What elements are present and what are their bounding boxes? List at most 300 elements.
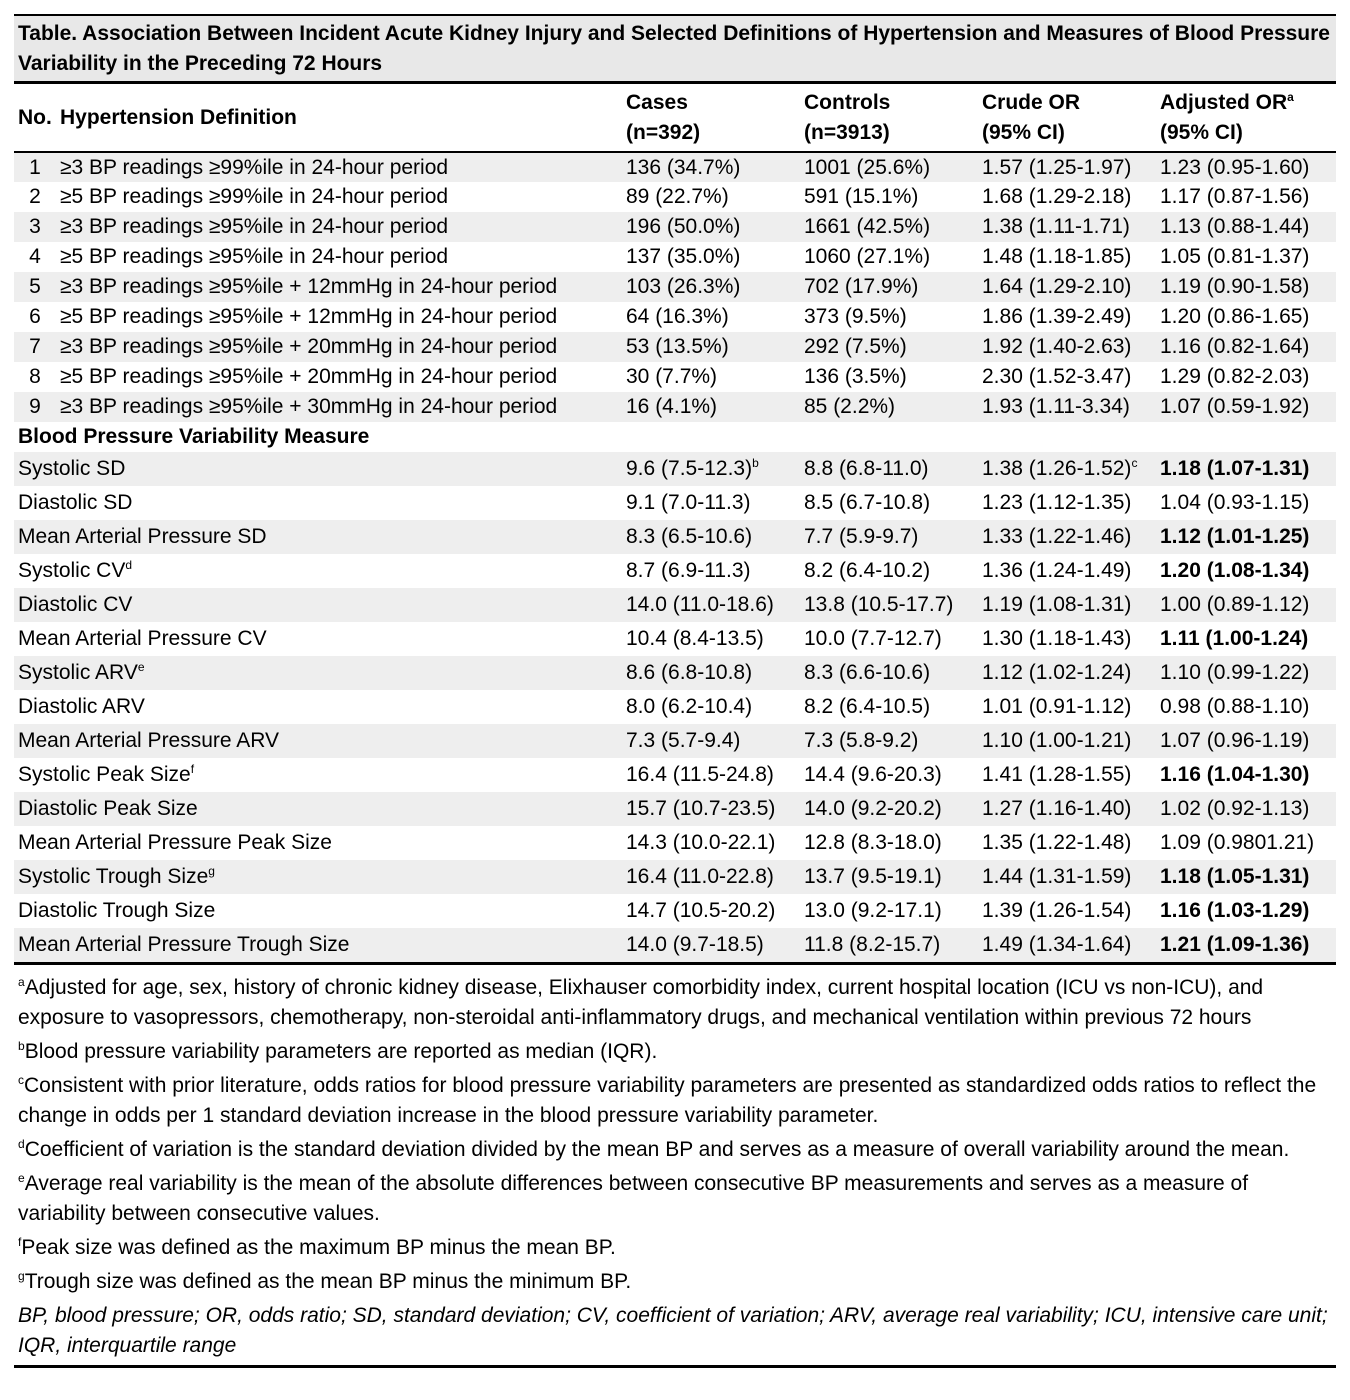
controls-value bbox=[800, 792, 978, 826]
cases-value-text: 15.7 (10.7-23.5) bbox=[626, 797, 776, 820]
cases-value-text: 103 (26.3%) bbox=[626, 275, 741, 298]
controls-value bbox=[800, 392, 978, 422]
header-definition: Hypertension Definition bbox=[60, 106, 297, 129]
bpv-measure bbox=[14, 758, 622, 792]
cases-value bbox=[622, 656, 800, 690]
footnotes bbox=[14, 962, 1336, 1368]
header-controls bbox=[800, 84, 978, 152]
adjusted-or-value bbox=[1156, 588, 1336, 622]
table-row bbox=[14, 588, 1336, 622]
footnote-text: Peak size was defined as the maximum BP minus the mean BP. bbox=[21, 1236, 616, 1259]
table-row bbox=[14, 690, 1336, 724]
crude-or-value-text: 1.12 (1.02-1.24) bbox=[982, 661, 1132, 684]
footnote-text: Blood pressure variability parameters are reported as median (IQR). bbox=[24, 1040, 658, 1063]
bpv-measure-footnote-mark: g bbox=[208, 864, 215, 878]
controls-value bbox=[800, 332, 978, 362]
bpv-measure bbox=[14, 656, 622, 690]
crude-or-value-text: 2.30 (1.52-3.47) bbox=[982, 365, 1132, 388]
row-number bbox=[14, 332, 56, 362]
hypertension-definition bbox=[56, 332, 622, 362]
table-row bbox=[14, 272, 1336, 302]
table-row bbox=[14, 656, 1336, 690]
header-crude-or bbox=[978, 84, 1156, 152]
adjusted-or-value-text: 1.23 (0.95-1.60) bbox=[1160, 155, 1310, 179]
crude-or-value-footnote-mark: c bbox=[1131, 456, 1138, 470]
crude-or-value bbox=[978, 928, 1156, 962]
crude-or-value-text: 1.38 (1.26-1.52) bbox=[982, 457, 1132, 480]
cases-value bbox=[622, 928, 800, 962]
crude-or-value-text: 1.86 (1.39-2.49) bbox=[982, 305, 1132, 328]
cases-value bbox=[622, 860, 800, 894]
adjusted-or-value-text: 1.07 (0.59-1.92) bbox=[1160, 395, 1310, 418]
controls-value bbox=[800, 182, 978, 212]
adjusted-or-value-text: 1.05 (0.81-1.37) bbox=[1160, 245, 1310, 268]
header-adjusted-or bbox=[1156, 84, 1336, 152]
cases-value-text: 16.4 (11.5-24.8) bbox=[626, 763, 774, 786]
hypertension-definition bbox=[56, 362, 622, 392]
crude-or-value bbox=[978, 622, 1156, 656]
cases-value bbox=[622, 152, 800, 182]
cases-value-text: 53 (13.5%) bbox=[626, 335, 729, 358]
adjusted-or-value bbox=[1156, 656, 1336, 690]
row-number-text: 5 bbox=[29, 275, 41, 298]
crude-or-value bbox=[978, 332, 1156, 362]
table-row bbox=[14, 212, 1336, 242]
crude-or-value bbox=[978, 554, 1156, 588]
adjusted-or-value bbox=[1156, 826, 1336, 860]
cases-value-text: 16.4 (11.0-22.8) bbox=[626, 865, 774, 888]
hypertension-definition bbox=[56, 302, 622, 332]
results-table bbox=[14, 84, 1336, 962]
adjusted-or-value-text: 1.18 (1.05-1.31) bbox=[1160, 865, 1310, 888]
adjusted-or-value bbox=[1156, 332, 1336, 362]
row-number bbox=[14, 302, 56, 332]
row-number-text: 3 bbox=[29, 215, 41, 238]
crude-or-value bbox=[978, 690, 1156, 724]
cases-value-text: 89 (22.7%) bbox=[626, 185, 729, 208]
crude-or-value-text: 1.41 (1.28-1.55) bbox=[982, 763, 1132, 786]
table-row bbox=[14, 362, 1336, 392]
abbreviations-note: BP, blood pressure; OR, odds ratio; SD, standard deviation; CV, coefficient of variation; ARV, average real variability; ICU, intensive care unit; IQR, interquartile range bbox=[18, 1304, 1328, 1357]
controls-value bbox=[800, 690, 978, 724]
header-controls-n: (n=3913) bbox=[804, 121, 890, 144]
header-crude-label: Crude OR bbox=[982, 91, 1081, 114]
bpv-measure-text: Mean Arterial Pressure ARV bbox=[18, 729, 280, 752]
bpv-measure bbox=[14, 792, 622, 826]
controls-value-text: 13.0 (9.2-17.1) bbox=[804, 899, 942, 922]
hypertension-definition-text: ≥5 BP readings ≥95%ile + 20mmHg in 24-hour period bbox=[60, 365, 558, 388]
row-number-text: 2 bbox=[29, 185, 41, 208]
crude-or-value bbox=[978, 242, 1156, 272]
header-cases-n: (n=392) bbox=[626, 121, 701, 144]
cases-value-text: 136 (34.7%) bbox=[626, 155, 741, 179]
footnote-text: Coefficient of variation is the standard deviation divided by the mean BP and serves as a measure of overall variability around the mean. bbox=[24, 1138, 1290, 1161]
bpv-measure bbox=[14, 520, 622, 554]
cases-value bbox=[622, 452, 800, 486]
table-row bbox=[14, 182, 1336, 212]
bpv-section-label: Blood Pressure Variability Measure bbox=[18, 425, 370, 448]
hypertension-definition bbox=[56, 272, 622, 302]
footnote-mark: e bbox=[18, 1171, 25, 1185]
table-row bbox=[14, 928, 1336, 962]
table-row bbox=[14, 860, 1336, 894]
crude-or-value-text: 1.48 (1.18-1.85) bbox=[982, 245, 1132, 268]
footnote-list bbox=[18, 973, 1332, 1297]
crude-or-value bbox=[978, 212, 1156, 242]
footnote bbox=[18, 1037, 1332, 1067]
adjusted-or-value-text: 1.16 (1.03-1.29) bbox=[1160, 899, 1310, 922]
cases-value-text: 14.3 (10.0-22.1) bbox=[626, 831, 776, 854]
footnote-mark: c bbox=[18, 1073, 24, 1087]
cases-value bbox=[622, 272, 800, 302]
controls-value-text: 10.0 (7.7-12.7) bbox=[804, 627, 942, 650]
adjusted-or-value-text: 1.00 (0.89-1.12) bbox=[1160, 593, 1310, 616]
adjusted-or-value-text: 1.04 (0.93-1.15) bbox=[1160, 491, 1310, 514]
crude-or-value bbox=[978, 792, 1156, 826]
adjusted-or-value-text: 1.16 (1.04-1.30) bbox=[1160, 763, 1310, 786]
cases-value bbox=[622, 242, 800, 272]
cases-value bbox=[622, 724, 800, 758]
footnote-text: Average real variability is the mean of the absolute differences between consecutive BP measurements and serves as a measure of variability between consecutive values. bbox=[18, 1172, 1249, 1225]
adjusted-or-value-text: 1.20 (1.08-1.34) bbox=[1160, 559, 1310, 582]
bpv-measure bbox=[14, 588, 622, 622]
crude-or-value bbox=[978, 656, 1156, 690]
cases-value-text: 14.0 (9.7-18.5) bbox=[626, 933, 764, 956]
crude-or-value bbox=[978, 520, 1156, 554]
controls-value-text: 7.7 (5.9-9.7) bbox=[804, 525, 919, 548]
cases-value bbox=[622, 302, 800, 332]
adjusted-or-value bbox=[1156, 182, 1336, 212]
controls-value bbox=[800, 758, 978, 792]
adjusted-or-value bbox=[1156, 362, 1336, 392]
cases-value bbox=[622, 690, 800, 724]
adjusted-or-value bbox=[1156, 554, 1336, 588]
bpv-measure bbox=[14, 486, 622, 520]
hypertension-definition-text: ≥5 BP readings ≥95%ile in 24-hour period bbox=[60, 245, 449, 268]
crude-or-value bbox=[978, 272, 1156, 302]
controls-value bbox=[800, 860, 978, 894]
crude-or-value-text: 1.68 (1.29-2.18) bbox=[982, 185, 1132, 208]
bpv-measure bbox=[14, 928, 622, 962]
crude-or-value bbox=[978, 826, 1156, 860]
table-document bbox=[14, 0, 1336, 1368]
crude-or-value-text: 1.33 (1.22-1.46) bbox=[982, 525, 1132, 548]
crude-or-value-text: 1.35 (1.22-1.48) bbox=[982, 831, 1132, 854]
table-row bbox=[14, 792, 1336, 826]
header-cases bbox=[622, 84, 800, 152]
adjusted-or-value bbox=[1156, 622, 1336, 656]
table-body bbox=[14, 152, 1336, 962]
footnote bbox=[18, 1071, 1332, 1131]
row-number bbox=[14, 182, 56, 212]
footnote-mark: d bbox=[18, 1137, 25, 1151]
header-adjusted-sup: a bbox=[1287, 90, 1294, 104]
table-row bbox=[14, 520, 1336, 554]
cases-value-text: 9.6 (7.5-12.3) bbox=[626, 457, 753, 480]
crude-or-value-text: 1.23 (1.12-1.35) bbox=[982, 491, 1132, 514]
adjusted-or-value-text: 0.98 (0.88-1.10) bbox=[1160, 695, 1310, 718]
adjusted-or-value-text: 1.17 (0.87-1.56) bbox=[1160, 185, 1310, 208]
adjusted-or-value bbox=[1156, 724, 1336, 758]
hypertension-definition bbox=[56, 392, 622, 422]
cases-value-text: 196 (50.0%) bbox=[626, 215, 741, 238]
table-row bbox=[14, 826, 1336, 860]
adjusted-or-value-text: 1.13 (0.88-1.44) bbox=[1160, 215, 1310, 238]
cases-value-text: 10.4 (8.4-13.5) bbox=[626, 627, 764, 650]
bpv-measure bbox=[14, 826, 622, 860]
cases-value bbox=[622, 894, 800, 928]
crude-or-value bbox=[978, 362, 1156, 392]
adjusted-or-value bbox=[1156, 212, 1336, 242]
table-row bbox=[14, 242, 1336, 272]
table-header bbox=[14, 84, 1336, 152]
row-number bbox=[14, 242, 56, 272]
cases-value bbox=[622, 520, 800, 554]
bpv-measure-text: Systolic Trough Size bbox=[18, 865, 209, 888]
controls-value-text: 1001 (25.6%) bbox=[804, 155, 931, 179]
crude-or-value bbox=[978, 724, 1156, 758]
bpv-measure-footnote-mark: f bbox=[190, 762, 195, 776]
bpv-measure-text: Systolic SD bbox=[18, 457, 126, 480]
cases-value bbox=[622, 554, 800, 588]
cases-value bbox=[622, 758, 800, 792]
controls-value bbox=[800, 152, 978, 182]
crude-or-value bbox=[978, 452, 1156, 486]
adjusted-or-value-text: 1.29 (0.82-2.03) bbox=[1160, 365, 1310, 388]
controls-value bbox=[800, 588, 978, 622]
table-row bbox=[14, 724, 1336, 758]
hypertension-definition bbox=[56, 242, 622, 272]
bpv-measure-text: Mean Arterial Pressure Trough Size bbox=[18, 933, 350, 956]
crude-or-value bbox=[978, 860, 1156, 894]
bpv-measure-text: Diastolic Trough Size bbox=[18, 899, 216, 922]
bpv-measure-text: Diastolic CV bbox=[18, 593, 133, 616]
controls-value-text: 85 (2.2%) bbox=[804, 395, 896, 418]
controls-value-text: 14.0 (9.2-20.2) bbox=[804, 797, 942, 820]
header-crude-ci: (95% CI) bbox=[982, 121, 1065, 144]
table-row bbox=[14, 152, 1336, 182]
adjusted-or-value bbox=[1156, 302, 1336, 332]
hypertension-definition bbox=[56, 152, 622, 182]
bpv-measure-text: Diastolic ARV bbox=[18, 695, 145, 718]
crude-or-value-text: 1.57 (1.25-1.97) bbox=[982, 155, 1132, 179]
crude-or-value bbox=[978, 152, 1156, 182]
cases-value bbox=[622, 332, 800, 362]
adjusted-or-value-text: 1.02 (0.92-1.13) bbox=[1160, 797, 1310, 820]
adjusted-or-value bbox=[1156, 928, 1336, 962]
header-cases-label: Cases bbox=[626, 91, 688, 114]
controls-value bbox=[800, 724, 978, 758]
bpv-measure-text: Mean Arterial Pressure SD bbox=[18, 525, 267, 548]
bpv-measure-footnote-mark: d bbox=[125, 558, 133, 572]
row-number bbox=[14, 212, 56, 242]
footnote bbox=[18, 1135, 1332, 1165]
footnote-mark: f bbox=[18, 1235, 22, 1249]
controls-value bbox=[800, 622, 978, 656]
bpv-measure-text: Systolic Peak Size bbox=[18, 763, 191, 786]
cases-value-text: 7.3 (5.7-9.4) bbox=[626, 729, 741, 752]
footnote-text: Adjusted for age, sex, history of chronic kidney disease, Elixhauser comorbidity index, current hospital location (ICU vs non-ICU), and exposure to vasopressors, chemotherapy, non-steroidal anti-inflammatory drugs, and mechanical ventilation within previous 72 hours bbox=[18, 976, 1264, 1029]
controls-value-text: 13.7 (9.5-19.1) bbox=[804, 865, 942, 888]
cases-value-text: 30 (7.7%) bbox=[626, 365, 718, 388]
table-row bbox=[14, 452, 1336, 486]
adjusted-or-value-text: 1.07 (0.96-1.19) bbox=[1160, 729, 1310, 752]
cases-value-text: 8.3 (6.5-10.6) bbox=[626, 525, 753, 548]
cases-value-text: 16 (4.1%) bbox=[626, 395, 718, 418]
bpv-measure bbox=[14, 724, 622, 758]
row-number-text: 8 bbox=[29, 365, 41, 388]
hypertension-definition-text: ≥3 BP readings ≥95%ile in 24-hour period bbox=[60, 215, 449, 238]
table-row bbox=[14, 332, 1336, 362]
controls-value bbox=[800, 928, 978, 962]
controls-value bbox=[800, 826, 978, 860]
cases-value-footnote-mark: b bbox=[752, 456, 759, 470]
bpv-measure-text: Systolic ARV bbox=[18, 661, 138, 684]
crude-or-value bbox=[978, 392, 1156, 422]
row-number-text: 9 bbox=[29, 395, 41, 418]
footnote-mark: b bbox=[18, 1039, 25, 1053]
table-row bbox=[14, 486, 1336, 520]
controls-value-text: 12.8 (8.3-18.0) bbox=[804, 831, 942, 854]
bpv-measure bbox=[14, 690, 622, 724]
controls-value-text: 8.2 (6.4-10.5) bbox=[804, 695, 931, 718]
controls-value-text: 7.3 (5.8-9.2) bbox=[804, 729, 919, 752]
controls-value-text: 8.2 (6.4-10.2) bbox=[804, 559, 931, 582]
table-row bbox=[14, 758, 1336, 792]
cases-value bbox=[622, 588, 800, 622]
crude-or-value bbox=[978, 182, 1156, 212]
controls-value bbox=[800, 452, 978, 486]
controls-value-text: 1661 (42.5%) bbox=[804, 215, 931, 238]
adjusted-or-value bbox=[1156, 152, 1336, 182]
footnote bbox=[18, 1267, 1332, 1297]
cases-value bbox=[622, 362, 800, 392]
controls-value-text: 14.4 (9.6-20.3) bbox=[804, 763, 942, 786]
footnote bbox=[18, 973, 1332, 1033]
header-no: No. bbox=[18, 106, 52, 129]
crude-or-value-text: 1.10 (1.00-1.21) bbox=[982, 729, 1132, 752]
cases-value bbox=[622, 792, 800, 826]
crude-or-value-text: 1.30 (1.18-1.43) bbox=[982, 627, 1132, 650]
controls-value-text: 292 (7.5%) bbox=[804, 335, 907, 358]
footnote bbox=[18, 1233, 1332, 1263]
controls-value bbox=[800, 272, 978, 302]
cases-value bbox=[622, 486, 800, 520]
cases-value bbox=[622, 622, 800, 656]
section-header-row bbox=[14, 422, 1336, 452]
controls-value-text: 8.8 (6.8-11.0) bbox=[804, 457, 929, 480]
bpv-measure bbox=[14, 452, 622, 486]
header-adjusted-ci: (95% CI) bbox=[1160, 121, 1243, 144]
adjusted-or-value bbox=[1156, 894, 1336, 928]
adjusted-or-value-text: 1.19 (0.90-1.58) bbox=[1160, 275, 1310, 298]
adjusted-or-value-text: 1.20 (0.86-1.65) bbox=[1160, 305, 1310, 328]
bpv-measure bbox=[14, 894, 622, 928]
adjusted-or-value bbox=[1156, 690, 1336, 724]
cases-value-text: 14.0 (11.0-18.6) bbox=[626, 593, 774, 616]
crude-or-value-text: 1.19 (1.08-1.31) bbox=[982, 593, 1132, 616]
controls-value-text: 702 (17.9%) bbox=[804, 275, 919, 298]
cases-value-text: 8.6 (6.8-10.8) bbox=[626, 661, 753, 684]
crude-or-value bbox=[978, 588, 1156, 622]
crude-or-value bbox=[978, 302, 1156, 332]
row-number-text: 1 bbox=[29, 155, 41, 179]
adjusted-or-value-text: 1.11 (1.00-1.24) bbox=[1160, 627, 1309, 650]
adjusted-or-value bbox=[1156, 242, 1336, 272]
table-row bbox=[14, 302, 1336, 332]
crude-or-value bbox=[978, 758, 1156, 792]
bpv-measure bbox=[14, 622, 622, 656]
adjusted-or-value bbox=[1156, 792, 1336, 826]
row-number bbox=[14, 152, 56, 182]
controls-value-text: 591 (15.1%) bbox=[804, 185, 919, 208]
footnote-text: Consistent with prior literature, odds ratios for blood pressure variability parameters are presented as standardized odds ratios to reflect the change in odds per 1 standard deviation increase in the blood pressure variability parameter. bbox=[18, 1074, 1317, 1127]
controls-value bbox=[800, 242, 978, 272]
crude-or-value-text: 1.27 (1.16-1.40) bbox=[982, 797, 1132, 820]
hypertension-definition-text: ≥5 BP readings ≥95%ile + 12mmHg in 24-hour period bbox=[60, 305, 558, 328]
header-adjusted-label: Adjusted OR bbox=[1160, 91, 1288, 114]
cases-value-text: 8.7 (6.9-11.3) bbox=[626, 559, 751, 582]
hypertension-definition-text: ≥5 BP readings ≥99%ile in 24-hour period bbox=[60, 185, 449, 208]
controls-value bbox=[800, 362, 978, 392]
row-number bbox=[14, 362, 56, 392]
bpv-measure bbox=[14, 554, 622, 588]
cases-value-text: 14.7 (10.5-20.2) bbox=[626, 899, 776, 922]
table-row bbox=[14, 622, 1336, 656]
controls-value-text: 11.8 (8.2-15.7) bbox=[804, 933, 941, 956]
row-number bbox=[14, 272, 56, 302]
adjusted-or-value bbox=[1156, 392, 1336, 422]
controls-value-text: 8.5 (6.7-10.8) bbox=[804, 491, 931, 514]
adjusted-or-value-text: 1.16 (0.82-1.64) bbox=[1160, 335, 1310, 358]
table-row bbox=[14, 392, 1336, 422]
controls-value bbox=[800, 212, 978, 242]
adjusted-or-value-text: 1.12 (1.01-1.25) bbox=[1160, 525, 1310, 548]
crude-or-value-text: 1.01 (0.91-1.12) bbox=[982, 695, 1132, 718]
bpv-measure-text: Mean Arterial Pressure CV bbox=[18, 627, 267, 650]
footnote-mark: g bbox=[18, 1269, 25, 1283]
table-title: Table. Association Between Incident Acute Kidney Injury and Selected Definitions of Hypertension and Measures of Blood Pressure Variability in the Preceding 72 Hours bbox=[14, 14, 1336, 84]
crude-or-value-text: 1.38 (1.11-1.71) bbox=[982, 215, 1130, 238]
hypertension-definition bbox=[56, 182, 622, 212]
hypertension-definition-text: ≥3 BP readings ≥95%ile + 30mmHg in 24-hour period bbox=[60, 395, 558, 418]
hypertension-definition bbox=[56, 212, 622, 242]
controls-value bbox=[800, 894, 978, 928]
cases-value bbox=[622, 392, 800, 422]
hypertension-definition-text: ≥3 BP readings ≥95%ile + 20mmHg in 24-hour period bbox=[60, 335, 558, 358]
hypertension-definition-text: ≥3 BP readings ≥95%ile + 12mmHg in 24-hour period bbox=[60, 275, 558, 298]
adjusted-or-value bbox=[1156, 272, 1336, 302]
cases-value bbox=[622, 212, 800, 242]
controls-value bbox=[800, 554, 978, 588]
adjusted-or-value bbox=[1156, 520, 1336, 554]
adjusted-or-value bbox=[1156, 860, 1336, 894]
crude-or-value-text: 1.36 (1.24-1.49) bbox=[982, 559, 1132, 582]
header-row bbox=[14, 84, 1336, 152]
cases-value bbox=[622, 826, 800, 860]
bpv-measure-footnote-mark: e bbox=[137, 660, 145, 674]
controls-value-text: 136 (3.5%) bbox=[804, 365, 907, 388]
controls-value-text: 13.8 (10.5-17.7) bbox=[804, 593, 954, 616]
controls-value-text: 373 (9.5%) bbox=[804, 305, 907, 328]
hypertension-definition-text: ≥3 BP readings ≥99%ile in 24-hour period bbox=[60, 155, 449, 179]
table-row bbox=[14, 894, 1336, 928]
crude-or-value-text: 1.92 (1.40-2.63) bbox=[982, 335, 1132, 358]
header-controls-label: Controls bbox=[804, 91, 891, 114]
adjusted-or-value-text: 1.18 (1.07-1.31) bbox=[1160, 457, 1310, 480]
crude-or-value-text: 1.39 (1.26-1.54) bbox=[982, 899, 1132, 922]
adjusted-or-value bbox=[1156, 758, 1336, 792]
